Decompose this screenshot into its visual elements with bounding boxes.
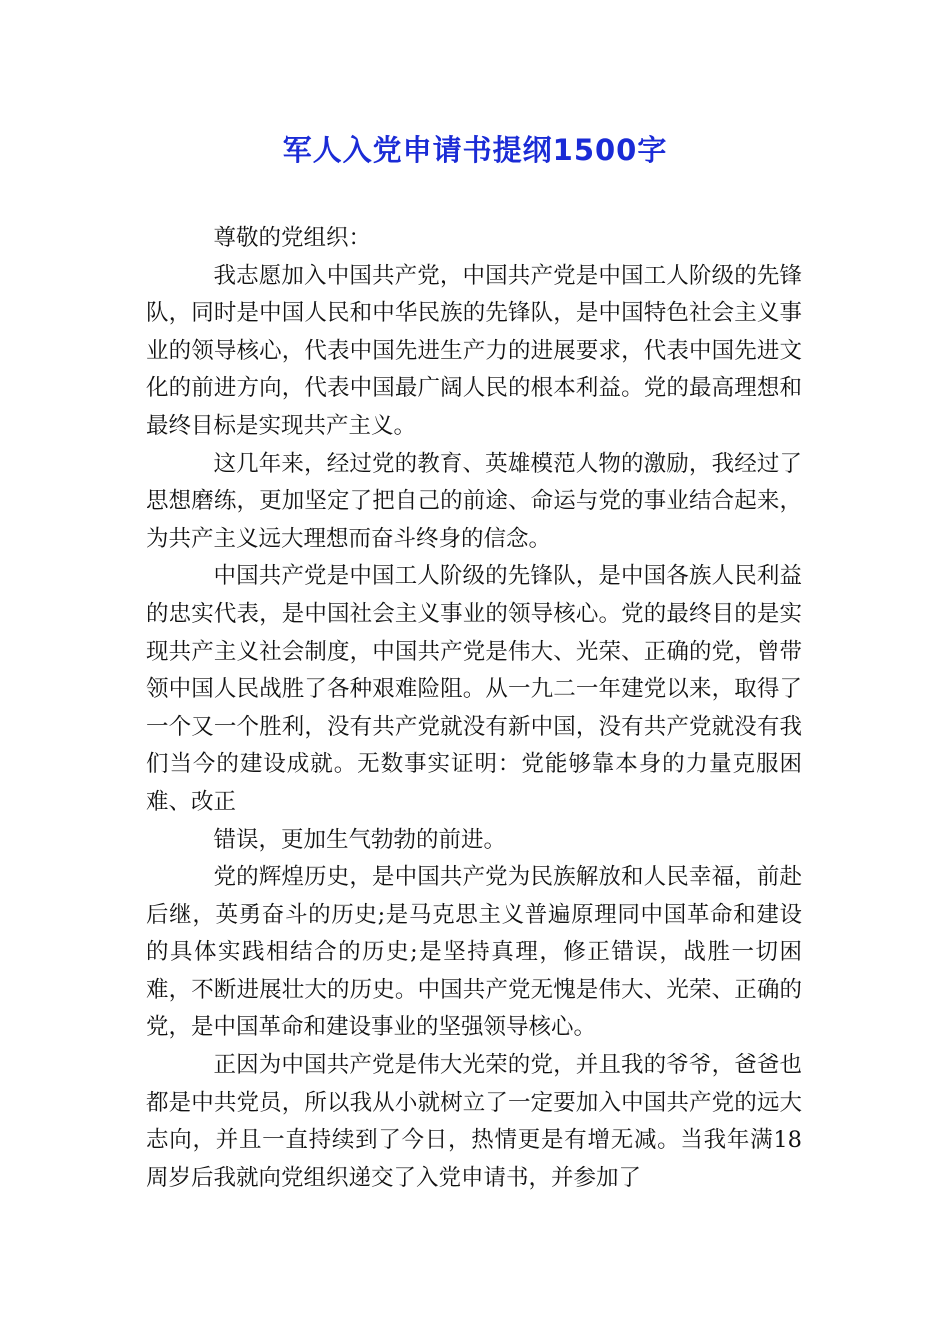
document-title: 军人入党申请书提纲1500字 <box>282 133 668 167</box>
paragraph-1: 我志愿加入中国共产党，中国共产党是中国工人阶级的先锋队，同时是中国人民和中华民族的先锋队，是中国特色社会主义事业的领导核心，代表中国先进生产力的进展要求，代表中国先进文化的前进方向，代表中国最广阔人民的根本利益。党的最高理想和最终目标是实现共产主义。 <box>146 262 802 439</box>
paragraph-3: 中国共产党是中国工人阶级的先锋队，是中国各族人民利益的忠实代表，是中国社会主义事业的领导核心。党的最终目的是实现共产主义社会制度，中国共产党是伟大、光荣、正确的党，曾带领中国人民战胜了各种艰难险阻。从一九二一年建党以来，取得了一个又一个胜利，没有共产党就没有新中国，没有共产党就没有我们当今的建设成就。无数事实证明：党能够靠本身的力量克服困难、改正 <box>146 563 802 815</box>
document-body <box>146 220 802 1197</box>
paragraph-4: 错误，更加生气勃勃的前进。 <box>213 826 507 853</box>
salutation: 尊敬的党组织： <box>213 225 372 251</box>
paragraph-6: 正因为中国共产党是伟大光荣的党，并且我的爷爷，爸爸也都是中共党员，所以我从小就树立了一定要加入中国共产党的远大志向，并且一直持续到了今日，热情更是有增无减。当我年满18周岁后我就向党组织递交了入党申请书，并参加了 <box>146 1052 802 1191</box>
paragraph-2: 这几年来，经过党的教育、英雄模范人物的激励，我经过了思想磨练，更加坚定了把自己的前途、命运与党的事业结合起来，为共产主义远大理想而奋斗终身的信念。 <box>146 450 802 552</box>
paragraph-5: 党的辉煌历史，是中国共产党为民族解放和人民幸福，前赴后继，英勇奋斗的历史;是马克思主义普遍原理同中国革命和建设的具体实践相结合的历史;是坚持真理，修正错误，战胜一切困难，不断进展壮大的历史。中国共产党无愧是伟大、光荣、正确的党，是中国革命和建设事业的坚强领导核心。 <box>146 864 802 1041</box>
